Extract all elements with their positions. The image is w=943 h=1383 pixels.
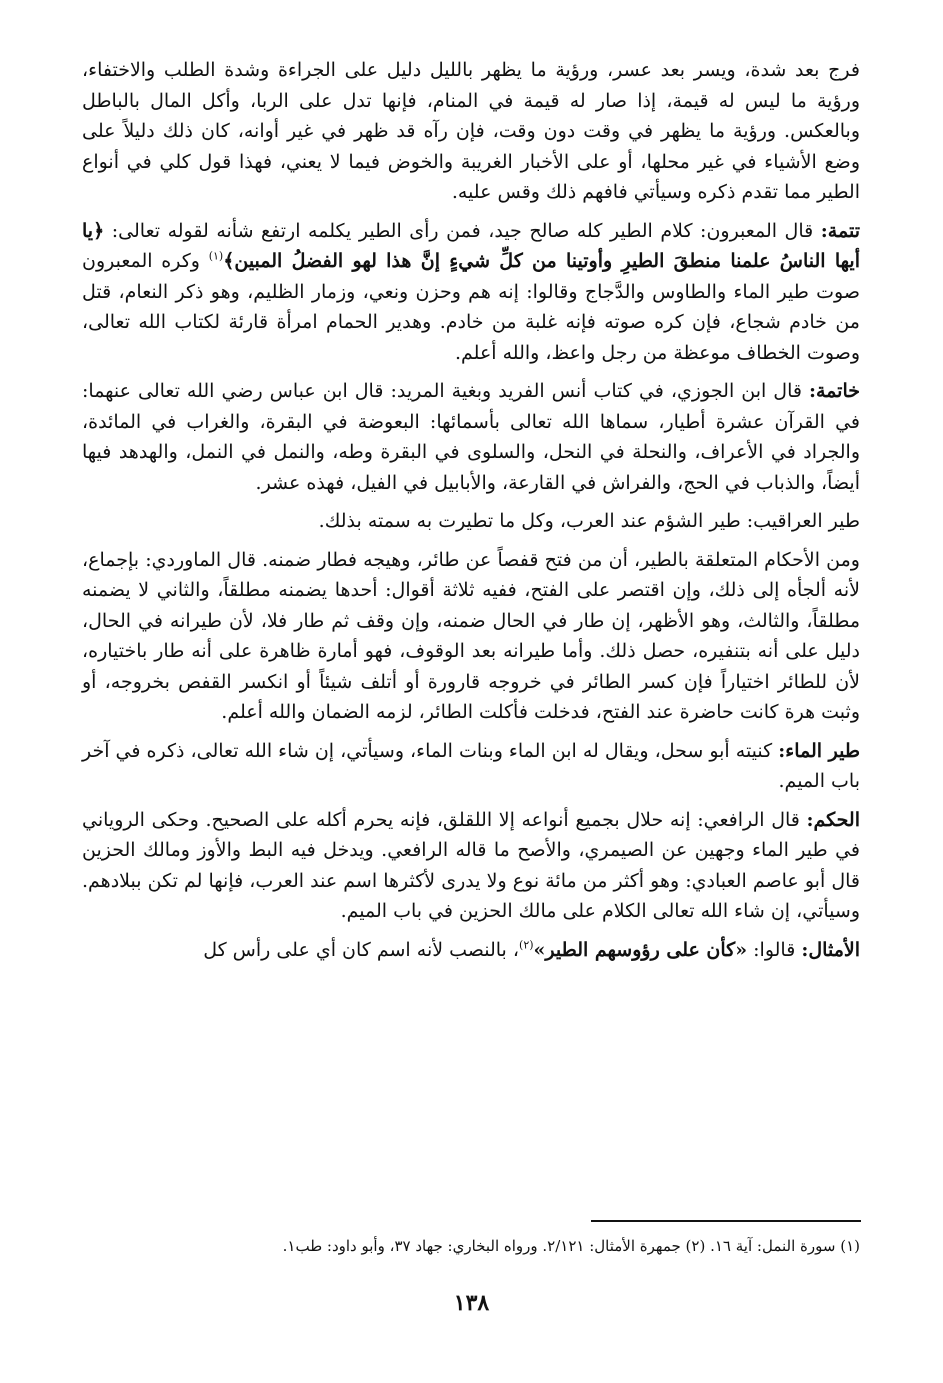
paragraph-amthal — [82, 935, 860, 966]
heading-tayr-al-maa: طير الماء: — [778, 739, 861, 762]
page-body — [82, 55, 860, 973]
amthal-text-2: ، بالنصب لأنه اسم كان أي على رأس كل — [203, 938, 520, 961]
footnote-ref-2: (٢) — [519, 938, 534, 952]
quran-verse: ﴿يا أيها الناسُ علمنا منطقَ الطيرِ وأوتينا من كلِّ شيءٍ إنَّ هذا لهو الفضلُ المبين﴾ — [82, 219, 860, 272]
heading-khatima: خاتمة: — [808, 380, 860, 402]
khatima-text: قال ابن الجوزي، في كتاب أنس الفريد وبغية المريد: قال ابن عباس رضي الله تعالى عنهما: في القرآن عشرة أطيار، سماها الله تعالى بأسمائها: البعوضة في البقرة، والغراب في المائدة، والجراد في الأعراف، والنحلة في النحل، والسلوى في البقرة وطه، والنمل في النمل، والهدهد فيها أيضاً، والذباب في الحج، والفراش في القارعة، والأبابيل في الفيل، فهذه عشر. — [82, 380, 860, 494]
heading-amthal: الأمثال: — [801, 938, 860, 961]
tatimma-text-1: قال المعبرون: كلام الطير كله صالح جيد، فمن رأى الطير يكلمه ارتفع شأنه لقوله تعالى: — [104, 219, 821, 242]
paragraph-1: فرج بعد شدة، ويسر بعد عسر، ورؤية ما يظهر بالليل دليل على الجراءة وشدة الطلب والاختفاء، ورؤية ما ليس له قيمة، إذا صار له قيمة في المنام، فإنها تدل على الربا، وأكل المال بالباطل وبالعكس. ورؤية ما يظهر في وقت دون وقت، فإن رآه قد ظهر في غير أوانه، كان ذلك دليلاً على وضع الأشياء في غير محلها، أو على الأخبار الغريبة والخوض فيما لا يعني، فهذا قول كلي في أنواع الطير مما تقدم ذكره وسيأتي فافهم ذلك وقس عليه. — [82, 59, 860, 203]
footnotes: (١) سورة النمل: آية ١٦. (٢) جمهرة الأمثال: ٢/١٢١. ورواه البخاري: جهاد ٣٧، وأبو داود: طب١. — [282, 1237, 860, 1255]
footnote-divider — [591, 1220, 861, 1222]
amthal-text-1: قالوا: — [747, 938, 802, 961]
paragraph-tatimma — [82, 216, 860, 369]
tatimma-text-2: وكره المعبرون صوت طير الماء والطاوس والدَّجاج وقالوا: إنه هم وحزن ونعي، وزمار الظليم، وهو ذكر النعام، قتل من خادم شجاع، فإن كره صوته فإنه غلبة من خادم. وهدير الحمام امرأة قارئة لكتاب الله تعالى، وصوت الخطاف موعظة من رجل واعظ، والله أعلم. — [82, 250, 860, 364]
paragraph-hukm — [82, 805, 860, 927]
paragraph-tayr-al-maa — [82, 736, 860, 797]
page-number: ١٣٨ — [453, 1290, 490, 1316]
hukm-text: قال الرافعي: إنه حلال بجميع أنواعه إلا اللقلق، فإنه يحرم أكله على الصحيح. وحكى الروياني في طير الماء وجهين عن الصيمري، والأصح ما قاله الرافعي. ويدخل فيه البط والأوز ومالك الحزين قال أبو عاصم العبادي: وهو أكثر من مائة نوع ولا يدرى لأكثرها اسم عند العرب، فإنها لم تكن ببلادهم. وسيأتي، إن شاء الله تعالى الكلام على مالك الحزين في باب الميم. — [82, 808, 860, 922]
paragraph-khatima — [82, 376, 860, 498]
paragraph-tayr-al-araqib: طير العراقيب: طير الشؤم عند العرب، وكل ما تطيرت به سمته بذلك. — [318, 510, 860, 532]
paragraph-ahkam: ومن الأحكام المتعلقة بالطير، أن من فتح قفصاً عن طائر، وهيجه فطار ضمنه. قال الماوردي: بإجماع، لأنه ألجأه إلى ذلك، وإن اقتصر على الفتح، ففيه ثلاثة أقوال: أحدها يضمنه مطلقاً، والثاني لا يضمنه مطلقاً، والثالث، وهو الأظهر، إن طار في الحال ضمنه، وإن وقف ثم طار فلا، لأن طيرانه في الحال، دليل على أنه بتنفيره، حصل ذلك. وأما طيرانه بعد الوقوف، فهو أمارة ظاهرة على أنه طار باختياره، لأن للطائر اختياراً فإن كسر الطائر في خروجه قارورة أو أتلف شيئاً أو انكسر القفص بخروجه، أو وثبت هرة كانت حاضرة عند الفتح، فدخلت فأكلت الطائر، لزمه الضمان والله أعلم. — [82, 548, 860, 723]
tayr-al-maa-text: كنيته أبو سحل، ويقال له ابن الماء وبنات الماء، وسيأتي، إن شاء الله تعالى، ذكره في آخر باب الميم. — [82, 739, 860, 792]
heading-tatimma: تتمة: — [820, 219, 860, 242]
heading-hukm: الحكم: — [806, 808, 860, 831]
proverb-quote: «كأن على رؤوسهم الطير» — [533, 938, 748, 961]
footnote-ref-1: (١) — [208, 249, 224, 263]
